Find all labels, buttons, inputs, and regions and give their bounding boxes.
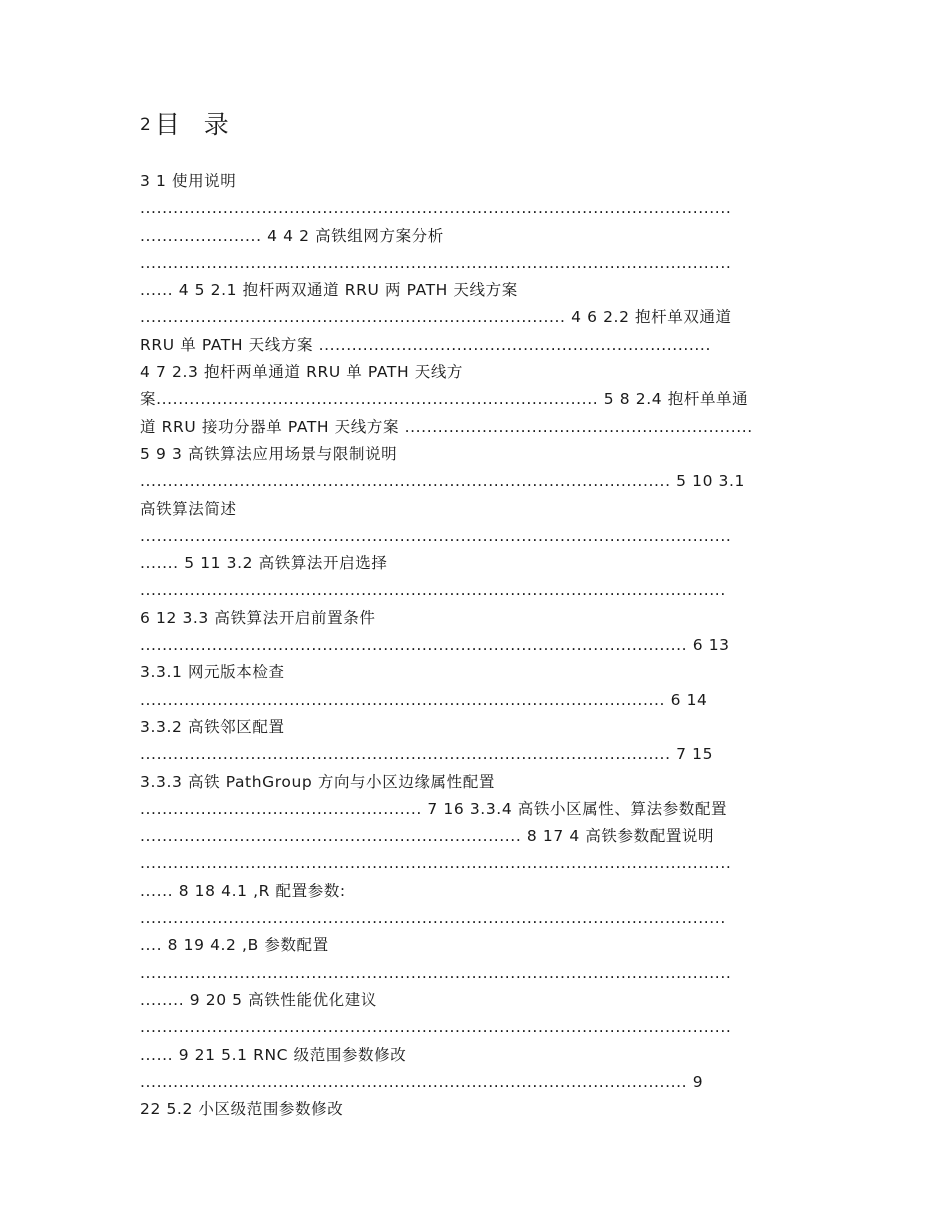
toc-line: 3 1 使用说明	[140, 172, 237, 190]
toc-line: ...........................................................................................................	[140, 854, 732, 873]
table-of-contents	[140, 168, 812, 1123]
toc-line: ................................................................................................... 9	[140, 1072, 704, 1091]
toc-line: ....... 5 11 3.2 高铁算法开启选择	[140, 554, 388, 573]
toc-line: 3.3.1 网元版本检查	[140, 663, 285, 682]
toc-line: ................................................................................................ 5 10 3.1	[140, 472, 746, 491]
toc-line: ...... 4 5 2.1 抱杆两双通道 RRU 两 PATH 天线方案	[140, 281, 518, 300]
toc-line: ........ 9 20 5 高铁性能优化建议	[140, 990, 377, 1009]
toc-line: 案................................................................................ 5 8 2.4 抱杆单单通	[140, 390, 749, 409]
toc-heading	[140, 112, 237, 137]
toc-line: ..................................................................... 8 17 4 高铁参数配置说明	[140, 827, 715, 846]
toc-line: ................................................... 7 16 3.3.4 高铁小区属性、算法参数配置	[140, 799, 728, 818]
toc-heading-number: 2	[140, 115, 151, 135]
toc-line: 3.3.3 高铁 PathGroup 方向与小区边缘属性配置	[140, 772, 495, 791]
toc-line: 高铁算法简述	[140, 499, 237, 518]
toc-line: ...........................................................................................................	[140, 1018, 732, 1037]
toc-line: ............................................................................. 4 6 2.2 抱杆单双通道	[140, 308, 732, 327]
toc-line: 3.3.2 高铁邻区配置	[140, 717, 285, 736]
toc-line: 22 5.2 小区级范围参数修改	[140, 1100, 344, 1119]
toc-line: ..........................................................................................................	[140, 581, 726, 600]
toc-line: 道 RRU 接功分器单 PATH 天线方案 ...............................................................	[140, 417, 753, 436]
toc-line: ...................... 4 4 2 高铁组网方案分析	[140, 226, 444, 245]
toc-line: 6 12 3.3 高铁算法开启前置条件	[140, 608, 376, 627]
toc-line: ..........................................................................................................	[140, 909, 726, 928]
toc-heading-title: 目 录	[154, 110, 237, 139]
toc-line: ...........................................................................................................	[140, 199, 732, 218]
toc-line: ...........................................................................................................	[140, 963, 732, 982]
toc-line: ...... 8 18 4.1 ,R 配置参数:	[140, 881, 346, 900]
toc-line: 5 9 3 高铁算法应用场景与限制说明	[140, 444, 398, 463]
toc-line: ................................................................................................ 7 15	[140, 745, 714, 764]
toc-line: 4 7 2.3 抱杆两单通道 RRU 单 PATH 天线方	[140, 363, 464, 382]
toc-line: RRU 单 PATH 天线方案 .......................................................................	[140, 335, 711, 354]
toc-line: .... 8 19 4.2 ,B 参数配置	[140, 936, 329, 955]
toc-line: ................................................................................................... 6 13	[140, 636, 730, 655]
toc-line: ...........................................................................................................	[140, 526, 732, 545]
toc-line: ...... 9 21 5.1 RNC 级范围参数修改	[140, 1045, 407, 1064]
toc-line: ...........................................................................................................	[140, 253, 732, 272]
toc-line: ............................................................................................... 6 14	[140, 690, 708, 709]
